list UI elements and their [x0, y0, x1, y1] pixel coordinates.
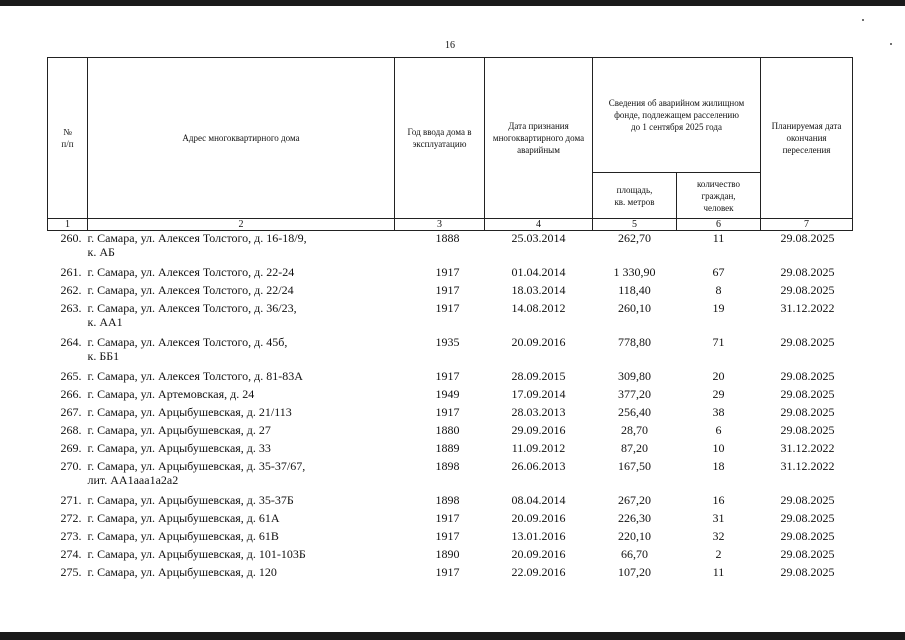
row-residents: 38 — [712, 405, 725, 419]
row-number: 269. — [60, 441, 82, 455]
row-area: 1 330,90 — [613, 265, 656, 279]
row-address: г. Самара, ул. Арцыбушевская, д. 61А — [87, 511, 280, 525]
page-number: 16 — [445, 40, 455, 51]
row-area: 226,30 — [618, 511, 651, 525]
table-row — [48, 231, 853, 266]
row-date-recognized: 20.09.2016 — [511, 511, 566, 525]
row-area: 377,20 — [618, 387, 651, 401]
row-year: 1917 — [435, 265, 460, 279]
row-number: 266. — [60, 387, 82, 401]
row-date-recognized: 08.04.2014 — [511, 493, 566, 507]
row-number: 261. — [60, 265, 82, 279]
row-address: г. Самара, ул. Арцыбушевская, д. 35-37Б — [87, 493, 294, 507]
row-year: 1890 — [435, 547, 460, 561]
row-date-recognized: 20.09.2016 — [511, 335, 566, 349]
row-number: 271. — [60, 493, 82, 507]
table-row — [48, 265, 853, 283]
table-row — [48, 547, 853, 565]
scan-speck — [862, 19, 864, 21]
row-address: г. Самара, ул. Арцыбушевская, д. 35-37/67, лит. АА1ааа1а2а2 — [87, 459, 306, 487]
column-number: 6 — [677, 219, 761, 231]
row-address: г. Самара, ул. Арцыбушевская, д. 61В — [87, 529, 279, 543]
table-row — [48, 565, 853, 583]
table-row — [48, 511, 853, 529]
row-planned-date: 29.08.2025 — [780, 493, 835, 507]
row-planned-date: 29.08.2025 — [780, 335, 835, 349]
row-date-recognized: 01.04.2014 — [511, 265, 566, 279]
row-address: г. Самара, ул. Алексея Толстого, д. 22-24 — [87, 265, 295, 279]
row-area: 28,70 — [621, 423, 648, 437]
row-residents: 11 — [712, 565, 725, 579]
row-address: г. Самара, ул. Алексея Толстого, д. 16-18/9, к. АБ — [87, 231, 307, 259]
row-number: 265. — [60, 369, 82, 383]
table-row — [48, 335, 853, 369]
document-sheet — [47, 57, 852, 583]
row-address: г. Самара, ул. Арцыбушевская, д. 120 — [87, 565, 277, 579]
row-planned-date: 31.12.2022 — [780, 441, 835, 455]
table-row — [48, 441, 853, 459]
table-row — [48, 493, 853, 511]
row-date-recognized: 18.03.2014 — [511, 283, 566, 297]
row-year: 1917 — [435, 301, 460, 315]
row-area: 87,20 — [621, 441, 648, 455]
row-address: г. Самара, ул. Арцыбушевская, д. 27 — [87, 423, 271, 437]
table-row — [48, 423, 853, 441]
table-row — [48, 529, 853, 547]
row-residents: 31 — [712, 511, 725, 525]
row-date-recognized: 22.09.2016 — [511, 565, 566, 579]
row-number: 275. — [60, 565, 82, 579]
row-date-recognized: 14.08.2012 — [511, 301, 566, 315]
header-year: Год ввода дома в эксплуатацию — [395, 58, 485, 219]
row-number: 274. — [60, 547, 82, 561]
row-planned-date: 31.12.2022 — [780, 459, 835, 473]
row-number: 262. — [60, 283, 82, 297]
row-number: 273. — [60, 529, 82, 543]
table-header — [48, 58, 853, 231]
row-year: 1917 — [435, 283, 460, 297]
row-residents: 18 — [712, 459, 725, 473]
row-address: г. Самара, ул. Арцыбушевская, д. 101-103Б — [87, 547, 306, 561]
housing-registry-table — [47, 57, 853, 583]
row-address: г. Самара, ул. Арцыбушевская, д. 33 — [87, 441, 271, 455]
row-planned-date: 29.08.2025 — [780, 231, 835, 245]
row-number: 264. — [60, 335, 82, 349]
row-area: 118,40 — [618, 283, 651, 297]
row-date-recognized: 26.06.2013 — [511, 459, 566, 473]
row-area: 66,70 — [621, 547, 648, 561]
row-residents: 16 — [712, 493, 725, 507]
header-num: № п/п — [48, 58, 88, 219]
table-row — [48, 387, 853, 405]
table-row — [48, 301, 853, 335]
row-planned-date: 29.08.2025 — [780, 369, 835, 383]
row-area: 267,20 — [618, 493, 651, 507]
column-numbers-row — [48, 219, 853, 231]
row-date-recognized: 20.09.2016 — [511, 547, 566, 561]
row-area: 778,80 — [618, 335, 651, 349]
row-date-recognized: 13.01.2016 — [511, 529, 566, 543]
table-row — [48, 405, 853, 423]
column-number: 5 — [593, 219, 677, 231]
row-residents: 6 — [715, 423, 722, 437]
row-address: г. Самара, ул. Алексея Толстого, д. 22/24 — [87, 283, 294, 297]
row-area: 167,50 — [618, 459, 651, 473]
row-address: г. Самара, ул. Алексея Толстого, д. 81-83А — [87, 369, 303, 383]
row-planned-date: 29.08.2025 — [780, 565, 835, 579]
header-group-emergency-stock: Сведения об аварийном жилищном фонде, подлежащем расселению до 1 сентября 2025 года — [593, 58, 761, 173]
row-number: 272. — [60, 511, 82, 525]
table-row — [48, 369, 853, 387]
row-number: 260. — [60, 231, 82, 245]
header-planned-date: Планируемая дата окончания переселения — [761, 58, 853, 219]
row-year: 1935 — [435, 335, 460, 349]
scan-bottom-border — [0, 632, 905, 640]
row-planned-date: 29.08.2025 — [780, 387, 835, 401]
row-residents: 67 — [712, 265, 725, 279]
row-year: 1917 — [435, 405, 460, 419]
row-address: г. Самара, ул. Арцыбушевская, д. 21/113 — [87, 405, 292, 419]
row-residents: 8 — [715, 283, 722, 297]
row-year: 1898 — [435, 493, 460, 507]
row-residents: 32 — [712, 529, 725, 543]
column-number: 1 — [48, 219, 88, 231]
column-number: 2 — [88, 219, 395, 231]
table-row — [48, 283, 853, 301]
row-number: 270. — [60, 459, 82, 473]
row-year: 1888 — [435, 231, 460, 245]
row-residents: 71 — [712, 335, 725, 349]
row-year: 1917 — [435, 565, 460, 579]
header-address: Адрес многоквартирного дома — [88, 58, 395, 219]
row-date-recognized: 25.03.2014 — [511, 231, 566, 245]
row-area: 220,10 — [618, 529, 651, 543]
scan-top-border — [0, 0, 905, 6]
row-area: 260,10 — [618, 301, 651, 315]
row-planned-date: 29.08.2025 — [780, 529, 835, 543]
row-address: г. Самара, ул. Алексея Толстого, д. 36/23, к. АА1 — [87, 301, 297, 329]
row-planned-date: 29.08.2025 — [780, 511, 835, 525]
column-number: 3 — [395, 219, 485, 231]
column-number: 4 — [485, 219, 593, 231]
row-residents: 11 — [712, 231, 725, 245]
row-residents: 2 — [715, 547, 722, 561]
row-year: 1889 — [435, 441, 460, 455]
row-year: 1917 — [435, 511, 460, 525]
row-address: г. Самара, ул. Алексея Толстого, д. 45б, к. ББ1 — [87, 335, 288, 363]
table-body — [48, 231, 853, 584]
row-address: г. Самара, ул. Артемовская, д. 24 — [87, 387, 255, 401]
header-date-recognized: Дата признания многоквартирного дома аварийным — [485, 58, 593, 219]
row-planned-date: 31.12.2022 — [780, 301, 835, 315]
table-row — [48, 459, 853, 493]
column-number: 7 — [761, 219, 853, 231]
row-date-recognized: 11.09.2012 — [511, 441, 566, 455]
row-residents: 19 — [712, 301, 725, 315]
header-residents: количество граждан, человек — [677, 173, 761, 219]
row-date-recognized: 29.09.2016 — [511, 423, 566, 437]
row-planned-date: 29.08.2025 — [780, 423, 835, 437]
row-area: 256,40 — [618, 405, 651, 419]
row-planned-date: 29.08.2025 — [780, 405, 835, 419]
row-residents: 10 — [712, 441, 725, 455]
row-residents: 29 — [712, 387, 725, 401]
scan-speck — [890, 43, 892, 45]
row-date-recognized: 28.09.2015 — [511, 369, 566, 383]
row-planned-date: 29.08.2025 — [780, 265, 835, 279]
row-residents: 20 — [712, 369, 725, 383]
row-date-recognized: 17.09.2014 — [511, 387, 566, 401]
row-area: 107,20 — [618, 565, 651, 579]
row-year: 1917 — [435, 529, 460, 543]
row-number: 267. — [60, 405, 82, 419]
row-date-recognized: 28.03.2013 — [511, 405, 566, 419]
header-area: площадь, кв. метров — [593, 173, 677, 219]
row-area: 309,80 — [618, 369, 651, 383]
row-year: 1917 — [435, 369, 460, 383]
row-area: 262,70 — [618, 231, 651, 245]
row-number: 263. — [60, 301, 82, 315]
row-year: 1880 — [435, 423, 460, 437]
row-year: 1949 — [435, 387, 460, 401]
row-planned-date: 29.08.2025 — [780, 547, 835, 561]
row-number: 268. — [60, 423, 82, 437]
row-year: 1898 — [435, 459, 460, 473]
row-planned-date: 29.08.2025 — [780, 283, 835, 297]
